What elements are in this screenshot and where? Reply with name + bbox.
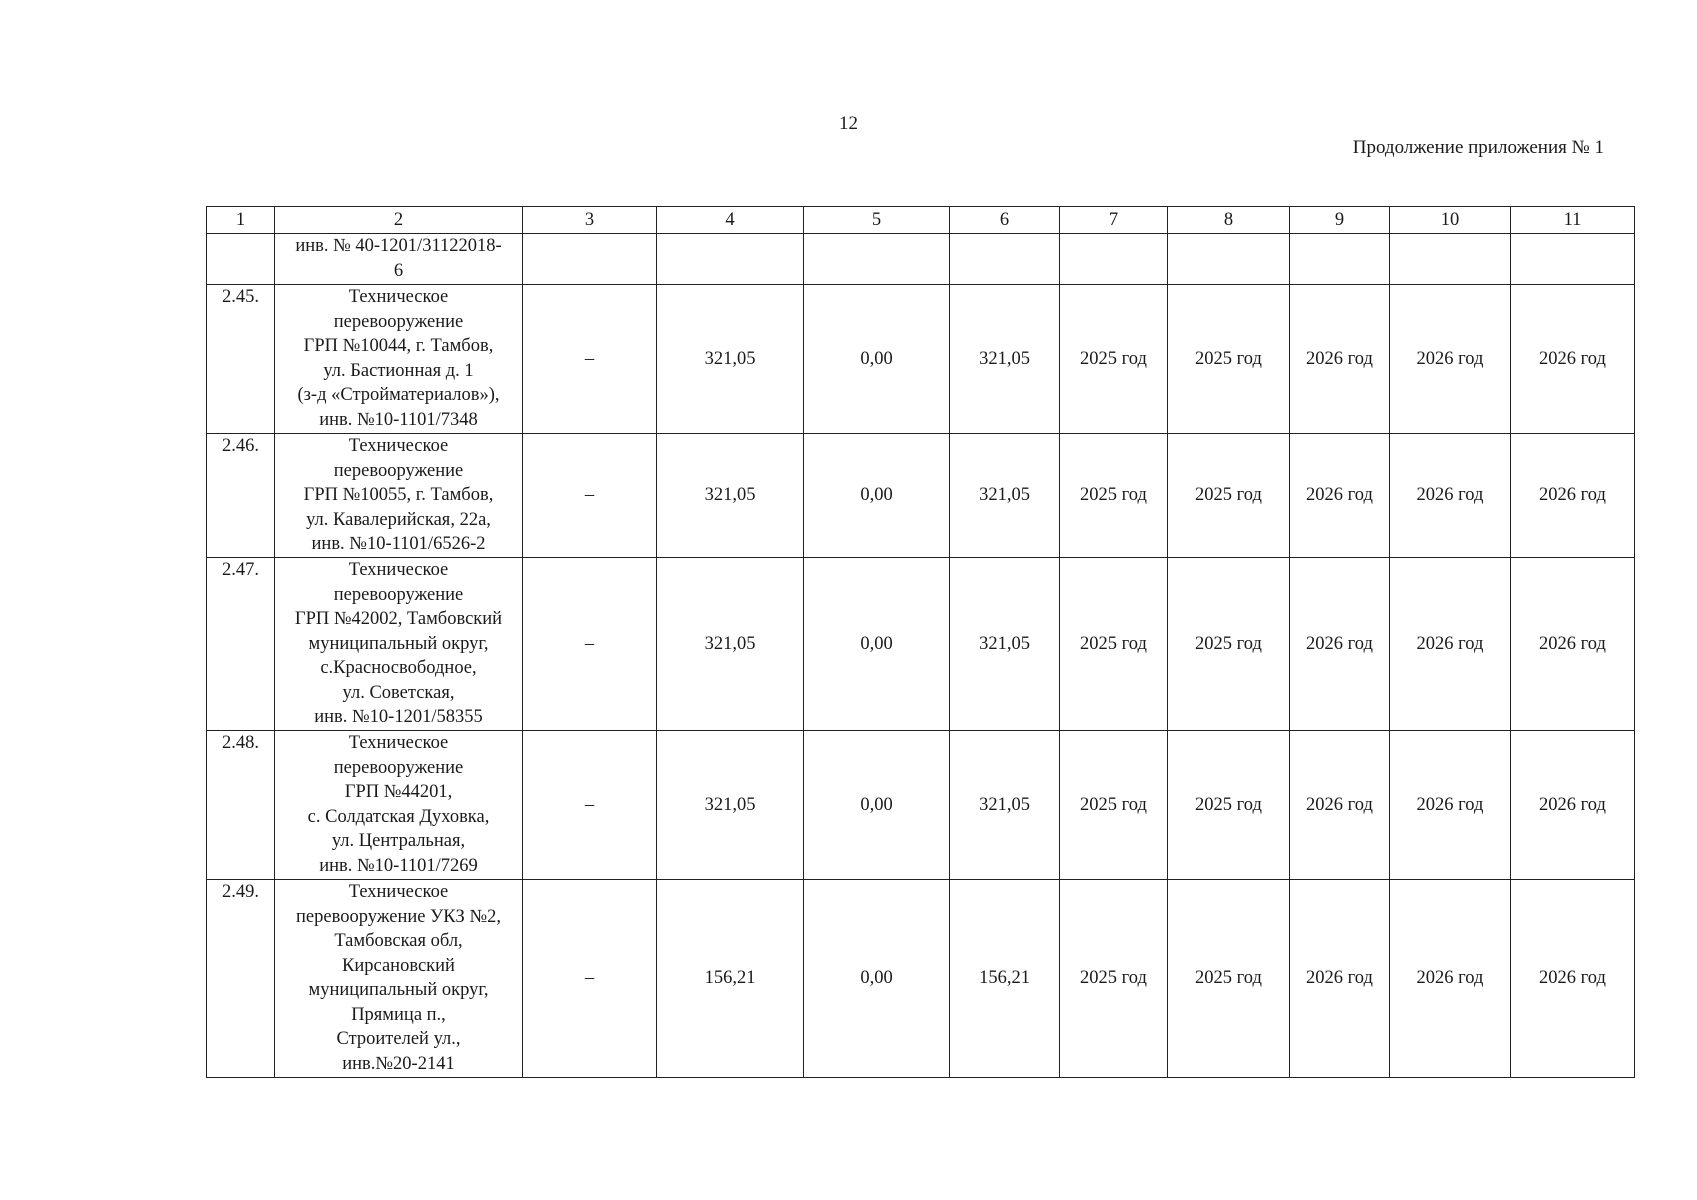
cell-c7 [1060,234,1168,285]
cell-c9: 2026 год [1290,558,1390,731]
cell-c4: 156,21 [657,880,804,1078]
cell-c3: – [523,558,657,731]
object-name-line: ГРП №10044, г. Тамбов, [303,336,494,356]
object-name-line: Техническое [348,733,449,753]
cell-c6: 156,21 [950,880,1060,1078]
cell-c8: 2025 год [1168,558,1290,731]
cell-c11: 2026 год [1511,880,1635,1078]
cell-c6: 321,05 [950,558,1060,731]
object-name-line: ГРП №44201, [344,782,453,802]
cell-c10: 2026 год [1390,558,1511,731]
cell-c6: 321,05 [950,285,1060,434]
object-name-line: Техническое [348,560,449,580]
cell-c4: 321,05 [657,285,804,434]
column-header: 11 [1511,207,1635,234]
cell-c10: 2026 год [1390,285,1511,434]
table-row [207,285,1635,434]
row-number-cell: 2.46. [207,434,275,558]
cell-c3: – [523,880,657,1078]
cell-c5: 0,00 [804,558,950,731]
object-name-line: 6 [393,260,404,281]
row-number-cell: 2.48. [207,731,275,880]
appendix-note: Продолжение приложения № 1 [1352,137,1604,158]
column-header: 3 [523,207,657,234]
cell-c3: – [523,731,657,880]
row-number-cell [207,234,275,285]
cell-c11: 2026 год [1511,285,1635,434]
object-name-line: ул. Бастионная д. 1 [323,360,474,381]
object-name-cell [275,434,523,558]
object-name-line: ГРП №42002, Тамбовский [294,609,503,629]
object-name-line: инв. №10-1101/7348 [319,409,478,430]
cell-c8: 2025 год [1168,285,1290,434]
object-name-line: ул. Кавалерийская, 22а, [306,509,491,530]
table-row [207,434,1635,558]
object-name-line: ул. Советская, [342,682,455,703]
object-name-line: перевооружение УКЗ №2, [296,906,501,927]
object-name-line: (з-д «Стройматериалов»), [297,385,500,405]
cell-c5: 0,00 [804,880,950,1078]
document-table [206,206,1635,1078]
object-name-cell [275,731,523,880]
cell-c5 [804,234,950,285]
cell-c7: 2025 год [1060,434,1168,558]
object-name-cell [275,558,523,731]
cell-c8: 2025 год [1168,880,1290,1078]
cell-c3: – [523,434,657,558]
object-name-line: ул. Центральная, [331,831,466,851]
cell-c4: 321,05 [657,558,804,731]
cell-c10: 2026 год [1390,731,1511,880]
cell-c10 [1390,234,1511,285]
table-row [207,731,1635,880]
cell-c11 [1511,234,1635,285]
cell-c9 [1290,234,1390,285]
cell-c7: 2025 год [1060,880,1168,1078]
object-name-line: муниципальный округ, [308,980,489,1000]
object-name-line: Строителей ул., [336,1029,461,1049]
column-header: 2 [275,207,523,234]
cell-c4: 321,05 [657,731,804,880]
object-name-line: перевооружение [333,584,464,605]
object-name-line: инв.№20-2141 [342,1053,455,1074]
cell-c3: – [523,285,657,434]
object-name-line: перевооружение [333,460,464,481]
cell-c10: 2026 год [1390,434,1511,558]
cell-c5: 0,00 [804,434,950,558]
cell-c8 [1168,234,1290,285]
object-name-line: Тамбовская обл, [334,931,463,951]
table-row [207,234,1635,285]
cell-c8: 2025 год [1168,434,1290,558]
cell-c5: 0,00 [804,731,950,880]
column-header: 1 [207,207,275,234]
object-name-line: перевооружение [333,311,464,332]
row-number-cell: 2.47. [207,558,275,731]
object-name-cell [275,285,523,434]
cell-c6: 321,05 [950,731,1060,880]
object-name-line: перевооружение [333,757,464,778]
table-header-row [207,207,1635,234]
row-number-cell: 2.45. [207,285,275,434]
object-name-line: инв. №10-1201/58355 [314,707,483,727]
column-header: 5 [804,207,950,234]
cell-c9: 2026 год [1290,434,1390,558]
object-name-line: инв. №10-1101/7269 [319,855,478,876]
object-name-line: Прямица п., [351,1004,446,1025]
object-name-line: Техническое [348,287,449,307]
cell-c10: 2026 год [1390,880,1511,1078]
column-header: 4 [657,207,804,234]
column-header: 7 [1060,207,1168,234]
object-name-line: ГРП №10055, г. Тамбов, [303,485,494,505]
cell-c9: 2026 год [1290,880,1390,1078]
cell-c11: 2026 год [1511,731,1635,880]
object-name-line: инв. №10-1101/6526-2 [311,534,486,554]
cell-c6: 321,05 [950,434,1060,558]
table-row [207,880,1635,1078]
cell-c9: 2026 год [1290,285,1390,434]
cell-c4: 321,05 [657,434,804,558]
object-name-cell [275,234,523,285]
object-name-line: инв. № 40-1201/31122018- [295,236,502,256]
object-name-line: с.Красносвободное, [320,658,477,678]
cell-c7: 2025 год [1060,731,1168,880]
object-name-cell [275,880,523,1078]
cell-c5: 0,00 [804,285,950,434]
page-number: 12 [839,113,858,134]
cell-c3 [523,234,657,285]
cell-c11: 2026 год [1511,558,1635,731]
column-header: 8 [1168,207,1290,234]
cell-c9: 2026 год [1290,731,1390,880]
cell-c4 [657,234,804,285]
cell-c7: 2025 год [1060,285,1168,434]
column-header: 10 [1390,207,1511,234]
column-header: 9 [1290,207,1390,234]
row-number-cell: 2.49. [207,880,275,1078]
cell-c8: 2025 год [1168,731,1290,880]
object-name-line: Техническое [348,882,449,902]
cell-c6 [950,234,1060,285]
column-header: 6 [950,207,1060,234]
object-name-line: Техническое [348,436,449,456]
cell-c11: 2026 год [1511,434,1635,558]
table-row [207,558,1635,731]
object-name-line: с. Солдатская Духовка, [307,806,490,827]
object-name-line: муниципальный округ, [308,633,489,654]
object-name-line: Кирсановский [342,955,455,976]
cell-c7: 2025 год [1060,558,1168,731]
